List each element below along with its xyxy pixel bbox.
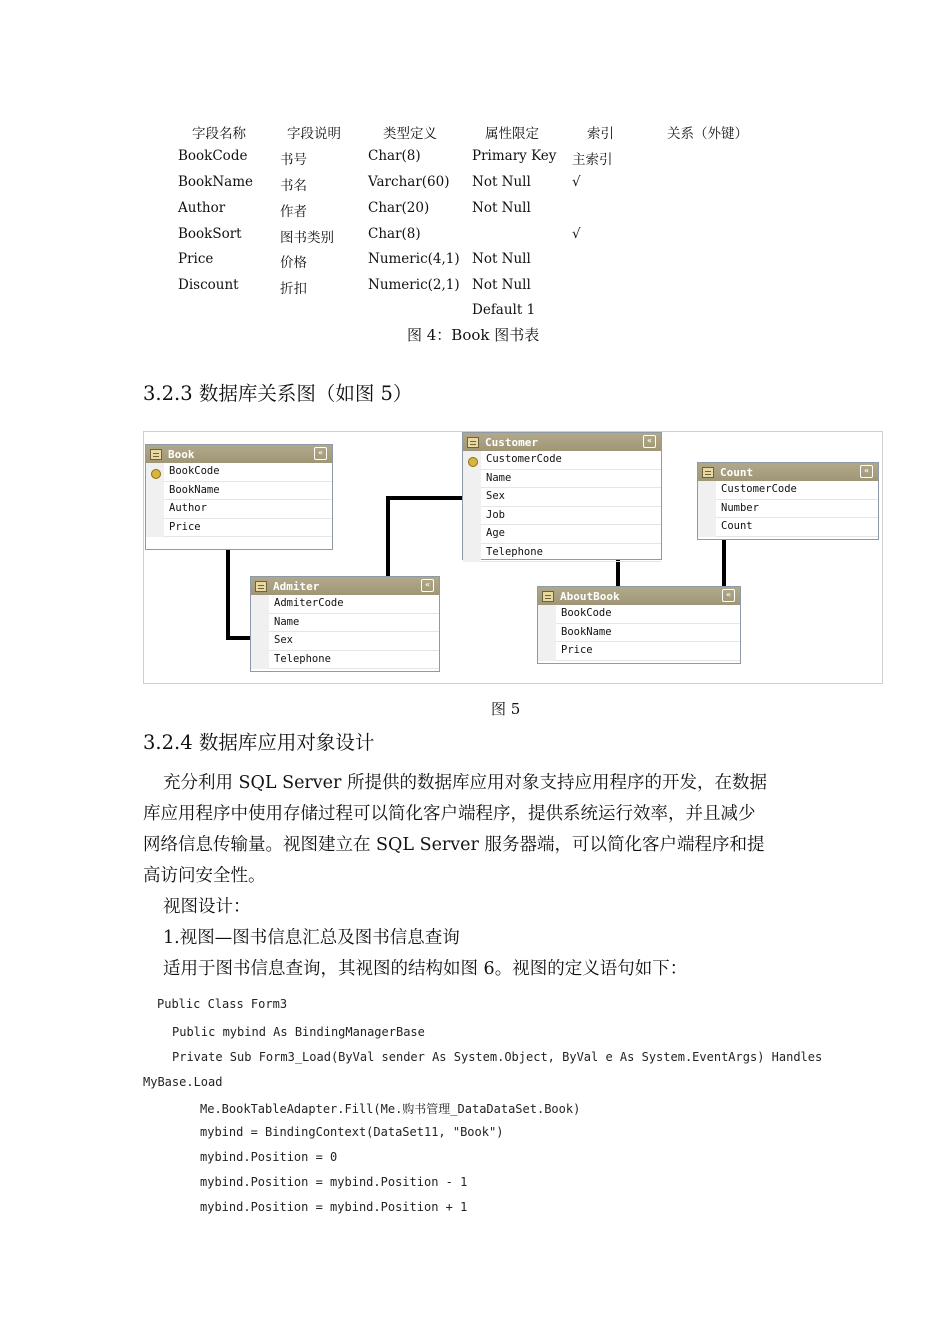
section-heading-3-2-3: 3.2.3 数据库关系图（如图 5） (143, 382, 413, 405)
col-header-field-desc: 字段说明 (287, 126, 341, 142)
section-heading-3-2-4: 3.2.4 数据库应用对象设计 (143, 731, 375, 754)
table-icon (150, 449, 162, 460)
er-table-header[interactable] (538, 587, 740, 605)
col-header-constraint: 属性限定 (485, 126, 539, 142)
row-selector-gutter (463, 451, 481, 562)
er-field[interactable]: CustomerCode (481, 451, 661, 470)
row-selector-gutter (698, 481, 716, 537)
er-field[interactable]: Author (164, 500, 332, 519)
code-line: mybind.Position = mybind.Position + 1 (200, 1200, 468, 1214)
table-cell: BookSort (178, 226, 242, 242)
paragraph-line: 充分利用 SQL Server 所提供的数据库应用对象支持应用程序的开发，在数据 (163, 773, 767, 793)
er-field[interactable]: Telephone (481, 544, 661, 563)
table-cell: Discount (178, 277, 239, 293)
col-header-index: 索引 (587, 126, 614, 142)
table-icon (542, 591, 554, 602)
col-header-type: 类型定义 (383, 126, 437, 142)
er-field[interactable]: Count (716, 518, 878, 537)
er-field[interactable]: Number (716, 500, 878, 519)
code-line: MyBase.Load (143, 1075, 223, 1089)
er-field[interactable]: Sex (481, 488, 661, 507)
primary-key-icon (151, 469, 161, 479)
er-field[interactable]: BookCode (164, 463, 332, 482)
table-cell: Not Null (472, 277, 531, 293)
table-icon (467, 437, 479, 448)
er-table-book[interactable] (145, 444, 333, 550)
er-table-header[interactable] (146, 445, 332, 463)
table-cell: Price (178, 251, 214, 267)
collapse-icon[interactable]: « (860, 465, 873, 478)
er-table-title: AboutBook (560, 589, 620, 603)
er-table-header[interactable] (251, 577, 439, 595)
er-table-title: Customer (485, 435, 538, 449)
default-value-note: Default 1 (472, 302, 536, 318)
er-table-title: Admiter (273, 579, 320, 593)
table-cell: √ (572, 174, 581, 190)
er-table-customer[interactable] (462, 432, 662, 560)
er-field[interactable]: Name (481, 470, 661, 489)
col-header-relation: 关系（外键） (667, 126, 748, 142)
body-paragraph (143, 768, 823, 985)
code-line: mybind.Position = 0 (200, 1150, 338, 1164)
table-cell: 价格 (280, 255, 307, 271)
table-cell: Not Null (472, 251, 531, 267)
er-field[interactable]: AdmiterCode (269, 595, 439, 614)
relation-line (616, 558, 620, 588)
database-relationship-diagram (143, 431, 883, 684)
figure-5-caption: 图 5 (491, 700, 521, 718)
paragraph-line: 库应用程序中使用存储过程可以简化客户端程序，提供系统运行效率，并且减少 (143, 804, 756, 824)
relation-line (722, 538, 726, 586)
table-cell: 书名 (280, 178, 307, 194)
table-cell: BookName (178, 174, 254, 190)
code-line: Private Sub Form3_Load(ByVal sender As System.Object, ByVal e As System.EventArgs) Handles (172, 1050, 823, 1064)
table-cell: BookCode (178, 148, 248, 164)
table-cell: 图书类别 (280, 230, 334, 246)
collapse-icon[interactable]: « (314, 447, 327, 460)
table-cell: Char(20) (368, 200, 430, 216)
relation-line (226, 550, 230, 640)
table-cell: Char(8) (368, 148, 421, 164)
figure-4-caption: 图 4：Book 图书表 (407, 326, 540, 344)
table-cell: 折扣 (280, 281, 307, 297)
er-field[interactable]: Price (164, 519, 332, 538)
er-field[interactable]: BookName (556, 624, 740, 643)
er-field[interactable]: BookName (164, 482, 332, 501)
table-cell: 作者 (280, 204, 307, 220)
code-line: mybind.Position = mybind.Position - 1 (200, 1175, 468, 1189)
table-cell: Not Null (472, 200, 531, 216)
table-cell: Primary Key (472, 148, 557, 164)
er-field[interactable]: Price (556, 642, 740, 661)
relation-line (386, 496, 390, 576)
table-cell: Numeric(2,1) (368, 277, 460, 293)
table-icon (702, 467, 714, 478)
list-item-description: 适用于图书信息查询，其视图的结构如图 6。视图的定义语句如下： (163, 959, 688, 979)
collapse-icon[interactable]: « (643, 435, 656, 448)
code-line: Me.BookTableAdapter.Fill(Me.购书管理_DataDataSet.Book) (200, 1102, 581, 1116)
paragraph-line: 网络信息传输量。视图建立在 SQL Server 服务器端，可以简化客户端程序和提 (143, 835, 765, 855)
paragraph-line: 高访问安全性。 (143, 866, 266, 886)
col-header-field-name: 字段名称 (192, 126, 246, 142)
primary-key-icon (468, 457, 478, 467)
er-field[interactable]: Job (481, 507, 661, 526)
er-table-aboutbook[interactable] (537, 586, 741, 664)
er-table-count[interactable] (697, 462, 879, 540)
row-selector-gutter (251, 595, 269, 669)
er-field[interactable]: Telephone (269, 651, 439, 670)
er-field[interactable]: Name (269, 614, 439, 633)
er-table-header[interactable] (463, 433, 661, 451)
row-selector-gutter (538, 605, 556, 661)
er-table-title: Book (168, 447, 195, 461)
table-cell: Varchar(60) (368, 174, 450, 190)
er-field[interactable]: Age (481, 525, 661, 544)
collapse-icon[interactable]: « (421, 579, 434, 592)
relation-line (386, 496, 470, 500)
code-line: mybind = BindingContext(DataSet11, "Book") (200, 1125, 504, 1139)
collapse-icon[interactable]: « (722, 589, 735, 602)
er-table-header[interactable] (698, 463, 878, 481)
table-cell: Author (178, 200, 226, 216)
table-cell: Char(8) (368, 226, 421, 242)
view-design-label: 视图设计： (163, 897, 251, 917)
er-field[interactable]: Sex (269, 632, 439, 651)
er-field[interactable]: CustomerCode (716, 481, 878, 500)
table-cell: 主索引 (572, 152, 613, 168)
code-line: Public mybind As BindingManagerBase (172, 1025, 425, 1039)
table-cell: Numeric(4,1) (368, 251, 460, 267)
table-cell: √ (572, 226, 581, 242)
list-item: 1.视图—图书信息汇总及图书信息查询 (163, 928, 460, 948)
er-field[interactable]: BookCode (556, 605, 740, 624)
table-cell: 书号 (280, 152, 307, 168)
er-table-admiter[interactable] (250, 576, 440, 672)
table-icon (255, 581, 267, 592)
code-line: Public Class Form3 (157, 997, 288, 1011)
er-table-title: Count (720, 465, 754, 479)
table-cell: Not Null (472, 174, 531, 190)
